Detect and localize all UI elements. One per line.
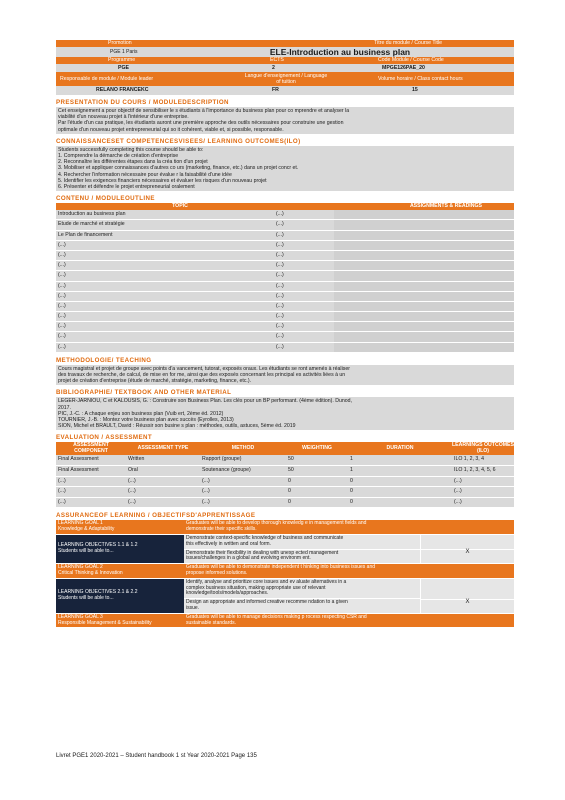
promotion-label: Promotion (108, 40, 132, 46)
obj2-a-2: complex business situation, making appropriate use of relevant (186, 584, 326, 591)
goal2-subtitle: Critical Thinking & Innovation (58, 570, 123, 577)
contenu-assignment: (...) (276, 241, 284, 248)
contenu-topic: (...) (58, 323, 66, 330)
obj1-title: LEARNING OBJECTIVES 1.1 & 1.2 (58, 542, 138, 549)
contenu-assignment: (...) (276, 333, 284, 340)
obj1-a-2: this effectively in written and oral form. (186, 540, 271, 547)
contenu-filler (334, 210, 514, 219)
course-title: ELE-Introduction au business plan (269, 47, 411, 57)
obj2-b-2: issue. (186, 605, 200, 612)
competences-heading: CONNAISSANCESET COMPETENCESVISEES/ LEARNING OUTCOMES(ILO) (56, 137, 301, 145)
responsable-value: RELANO FRANCEKC (96, 87, 149, 93)
programme-label: Programme (108, 57, 136, 63)
contenu-filler (334, 343, 514, 352)
eval-duration: 0 (350, 498, 353, 505)
competence-line: 2. Reconnaître les différentes étapes dans la créa tion d'un projet (58, 159, 208, 166)
presentation-line: viabilité d'un nouveau projet à l'intérieur d'une entreprise. (58, 114, 189, 121)
contenu-row (56, 251, 514, 261)
methodologie-line: projet de création d'entreprise (étude de marché, stratégie, marketing, finance, etc.). (58, 378, 252, 385)
eval-method: (...) (202, 498, 210, 505)
programme-labels-row (56, 57, 514, 64)
ects-label: ECTS (270, 57, 284, 63)
obj2-subtitle: Students will be able to... (58, 594, 114, 601)
methodologie-text (56, 365, 514, 386)
assurance-heading: ASSURANCEOF LEARNING / OBJECTIFSD'APPRENTISSAGE (56, 512, 256, 520)
langue-label: Langue d'enseignement / Language of tuition (244, 72, 328, 85)
contenu-topic: (...) (58, 302, 66, 309)
competences-text (56, 146, 514, 191)
goal3-title: LEARNING GOAL 3 (58, 613, 103, 620)
evaluation-table (56, 455, 514, 508)
contenu-filler (334, 322, 514, 331)
bibliographie-line: 2017. (58, 404, 71, 411)
methodologie-line: des travaux de recherche, de calcul, de mise en for me, ainsi que des exposés concernant les principal es activités liées à un (58, 372, 346, 379)
learning-objectives-2 (56, 579, 514, 614)
contenu-row (56, 312, 514, 322)
eval-method: Rapport (groupe) (202, 456, 242, 463)
eval-method: (...) (202, 477, 210, 484)
volume-value: 15 (412, 87, 418, 93)
assignments-header: ASSIGNMENTS & READINGS (409, 203, 482, 210)
eval-ilo: ILO 1, 2, 3, 4 (454, 456, 484, 463)
contenu-filler (334, 332, 514, 341)
evaluation-header-row (56, 442, 514, 455)
goal3-subtitle: Responsible Management & Sustainability (58, 619, 152, 626)
learning-goal-3 (56, 614, 514, 629)
bibliographie-text (56, 397, 514, 430)
contenu-table (56, 210, 514, 353)
evaluation-row (56, 466, 514, 477)
bibliographie-line: LEGER-JARNIOU, C et KALOUSIS, G. : Construire son Business Plan. Les clés pour un BP performant. (4ème édition). Dunod, (58, 398, 352, 405)
contenu-filler (334, 261, 514, 270)
volume-label: Volume horaire / Class contact hours (378, 75, 463, 82)
evaluation-row (56, 477, 514, 488)
eval-header-type: ASSESSMENT TYPE (137, 445, 189, 452)
eval-duration: 1 (350, 467, 353, 474)
contenu-filler (334, 302, 514, 311)
contenu-filler (334, 220, 514, 229)
goal2-title: LEARNING GOAL 2 (58, 564, 103, 571)
contenu-topic: Introduction au business plan (58, 211, 126, 218)
code-value: MPGE126PAE_20 (382, 65, 425, 71)
eval-weighting: 0 (288, 488, 291, 495)
page-footer: Livret PGE1 2020-2021 – Student handbook 1 st Year 2020-2021 Page 135 (56, 753, 257, 759)
contenu-row (56, 292, 514, 302)
contenu-topic: (...) (58, 313, 66, 320)
langue-value: FR (272, 87, 279, 93)
presentation-line: optimale d'un nouveau projet entrepreneurial qui so it cohérent, viable et, si possible, responsable. (58, 126, 284, 133)
contenu-filler (334, 282, 514, 291)
contenu-assignment: (...) (276, 272, 284, 279)
eval-header-method: METHOD (231, 445, 255, 452)
contenu-topic: (...) (58, 262, 66, 269)
eval-ilo: (...) (454, 488, 462, 495)
contenu-row (56, 343, 514, 353)
goal2-description-2: propose informed solutions. (186, 570, 248, 577)
eval-duration: 0 (350, 477, 353, 484)
eval-ilo: (...) (454, 477, 462, 484)
competence-line: Students successfully completing this course should be able to: (58, 146, 204, 153)
contenu-heading: CONTENU / MODULEOUTLINE (56, 195, 155, 203)
goal1-title: LEARNING GOAL 1 (58, 520, 103, 527)
eval-method: (...) (202, 488, 210, 495)
contenu-assignment: (...) (276, 292, 284, 299)
contenu-row (56, 241, 514, 251)
eval-type: (...) (128, 477, 136, 484)
eval-type: Oral (128, 467, 138, 474)
eval-header-ilo: LEARNINGS OUTCOMES (ILO) (452, 442, 514, 454)
goal3-description-2: sustainable standards. (186, 619, 237, 626)
eval-type: Written (128, 456, 145, 463)
eval-method: Soutenance (groupe) (202, 467, 251, 474)
competence-line: 5. Identifier les exigences financiers nécessaires et évaluer les risques d'un nouveau projet (58, 177, 267, 184)
contenu-assignment: (...) (276, 313, 284, 320)
code-label: Code Module / Course Code (378, 57, 444, 63)
contenu-row (56, 332, 514, 342)
obj1-subtitle: Students will be able to... (58, 548, 114, 555)
bibliographie-line: PIC, J.-C. : A chaque enjeu son business plan (Vuib ert, 2ème éd. 2012) (58, 410, 224, 417)
presentation-line: Cet enseignement a pour objectif de sensibiliser le s étudiants à l'importance du business plan pour co mprendre et analyser la (58, 108, 350, 114)
obj2-a-3: knowledge/tools/models/approaches. (186, 590, 269, 597)
contenu-filler (334, 271, 514, 280)
goal3-description: Graduates will be able to manage decisions making p rocess respecting CSR and (186, 613, 367, 620)
contenu-row (56, 210, 514, 220)
presentation-line: Par l'étude d'un cas pratique, les étudiants auront une première approche des outils nécessaires pour construire une gestion (58, 120, 344, 127)
learning-goal-2 (56, 564, 514, 579)
eval-duration: 0 (350, 488, 353, 495)
obj2-a: Identify, analyse and prioritize core issues and ev aluate alternatives in a (186, 578, 347, 585)
bibliographie-line: TOURNIER, J.-B. : Montez votre business plan avec succès (Eyrolles, 2013) (58, 417, 234, 424)
eval-header-component: ASSESSMENT COMPONENT (73, 442, 109, 454)
promotion-value: PGE 1 Paris (110, 49, 138, 55)
obj1-mark: X (420, 550, 514, 564)
responsable-values-row (56, 86, 514, 95)
contenu-topic: (...) (58, 343, 66, 350)
obj1-a: Demonstrate context-specific knowledge of business and communicate (186, 535, 344, 542)
eval-weighting: 0 (288, 498, 291, 505)
obj2-mark: X (420, 600, 514, 613)
bibliographie-heading: BIBLIOGRAPHIE/ TEXTBOOK AND OTHER MATERIAL (56, 389, 232, 397)
contenu-topic: (...) (58, 292, 66, 299)
obj2-title: LEARNING OBJECTIVES 2.1 & 2.2 (58, 589, 138, 596)
contenu-assignment: (...) (276, 323, 284, 330)
ects-value: 2 (272, 65, 275, 71)
obj2-b: Design an appropriate and informed creative recomme ndation to a given (186, 599, 348, 606)
evaluation-row (56, 455, 514, 466)
learning-objectives-1 (56, 535, 514, 564)
contenu-assignment: (...) (276, 282, 284, 289)
goal1-subtitle: Knowledge & Adaptability (58, 526, 115, 533)
contenu-topic: Le Plan de financement (58, 231, 113, 238)
eval-header-weighting: WEIGHTING (302, 445, 332, 452)
contenu-filler (334, 251, 514, 260)
evaluation-row (56, 487, 514, 498)
eval-type: (...) (128, 488, 136, 495)
competence-line: 1. Comprendre la démarche de création d'entreprise (58, 153, 179, 160)
programme-value: PGE (118, 65, 129, 71)
contenu-row (56, 231, 514, 241)
eval-weighting: 50 (288, 456, 294, 463)
header-labels-row (56, 40, 514, 47)
contenu-topic: (...) (58, 251, 66, 258)
contenu-topic: (...) (58, 272, 66, 279)
goal1-description: Graduates will be able to develop thorough knowledg e in management fields and (186, 520, 367, 527)
contenu-filler (334, 312, 514, 321)
competence-line: 3. Mobiliser et appliquer connaissances d'autres co urs (marketing, finance, etc.) dans un projet concr et. (58, 165, 299, 172)
contenu-filler (334, 231, 514, 240)
responsable-label: Responsable de module / Module leader (60, 75, 154, 82)
eval-weighting: 0 (288, 477, 291, 484)
obj1-b: Demonstrate their flexibility in dealing with unexp ected management (186, 549, 339, 556)
evaluation-row (56, 498, 514, 509)
eval-component: (...) (58, 477, 66, 484)
evaluation-heading: EVALUATION / ASSESSMENT (56, 434, 153, 442)
eval-component: Final Assessment (58, 467, 99, 474)
title-label: Titre du module / Course Title (374, 40, 442, 46)
eval-ilo: ILO 1, 2, 3, 4, 5, 6 (454, 467, 496, 474)
methodologie-line: Cours magistral et projet de groupe avec points d'a vancement, tutorat, exposés oraux. Les étudiants se ront amenés à réaliser (58, 365, 350, 372)
contenu-header-row (56, 203, 514, 210)
contenu-row (56, 282, 514, 292)
competence-line: 6. Présenter et défendre le projet entrepreneurial oralement (58, 184, 195, 191)
eval-header-duration: DURATION (386, 445, 414, 452)
contenu-row (56, 302, 514, 312)
eval-ilo: (...) (454, 498, 462, 505)
contenu-assignment: (...) (276, 221, 284, 228)
contenu-assignment: (...) (276, 262, 284, 269)
contenu-row (56, 271, 514, 281)
contenu-assignment: (...) (276, 211, 284, 218)
programme-values-row (56, 64, 514, 72)
eval-component: (...) (58, 498, 66, 505)
course-sheet (56, 40, 514, 628)
contenu-topic: (...) (58, 333, 66, 340)
contenu-assignment: (...) (276, 302, 284, 309)
contenu-filler (334, 292, 514, 301)
methodologie-heading: METHODOLOGIE/ TEACHING (56, 356, 152, 364)
presentation-heading: PRESENTATION DU COURS / MODULEDESCRIPTION (56, 99, 229, 106)
goal2-description: Graduates will be able to demonstrate independent t hinking into business issues and (186, 564, 376, 571)
contenu-row (56, 220, 514, 230)
contenu-row (56, 261, 514, 271)
contenu-assignment: (...) (276, 251, 284, 258)
learning-goal-1 (56, 520, 514, 535)
eval-duration: 1 (350, 456, 353, 463)
presentation-text (56, 107, 514, 134)
header-values-row (56, 47, 514, 57)
eval-component: Final Assessment (58, 456, 99, 463)
contenu-filler (334, 241, 514, 250)
contenu-row (56, 322, 514, 332)
responsable-labels-row (56, 72, 514, 86)
eval-type: (...) (128, 498, 136, 505)
contenu-assignment: (...) (276, 231, 284, 238)
competence-line: 4. Rechercher l'information nécessaire pour évalue r la faisabilité d'une idée (58, 171, 232, 178)
topic-header: TOPIC (172, 203, 188, 210)
contenu-topic: Etude de marché et stratégie (58, 221, 125, 228)
bibliographie-line: SION, Michel et BRAULT, David : Réussir son busine s plan : méthodes, outils, astuces, 5ème éd. 2019 (58, 423, 296, 430)
obj1-b-2: issues/challenges in a global and evolving environm ent. (186, 555, 311, 562)
eval-component: (...) (58, 488, 66, 495)
goal1-description-2: demonstrate their specific skills. (186, 526, 257, 533)
eval-weighting: 50 (288, 467, 294, 474)
contenu-topic: (...) (58, 282, 66, 289)
contenu-topic: (...) (58, 241, 66, 248)
contenu-assignment: (...) (276, 343, 284, 350)
